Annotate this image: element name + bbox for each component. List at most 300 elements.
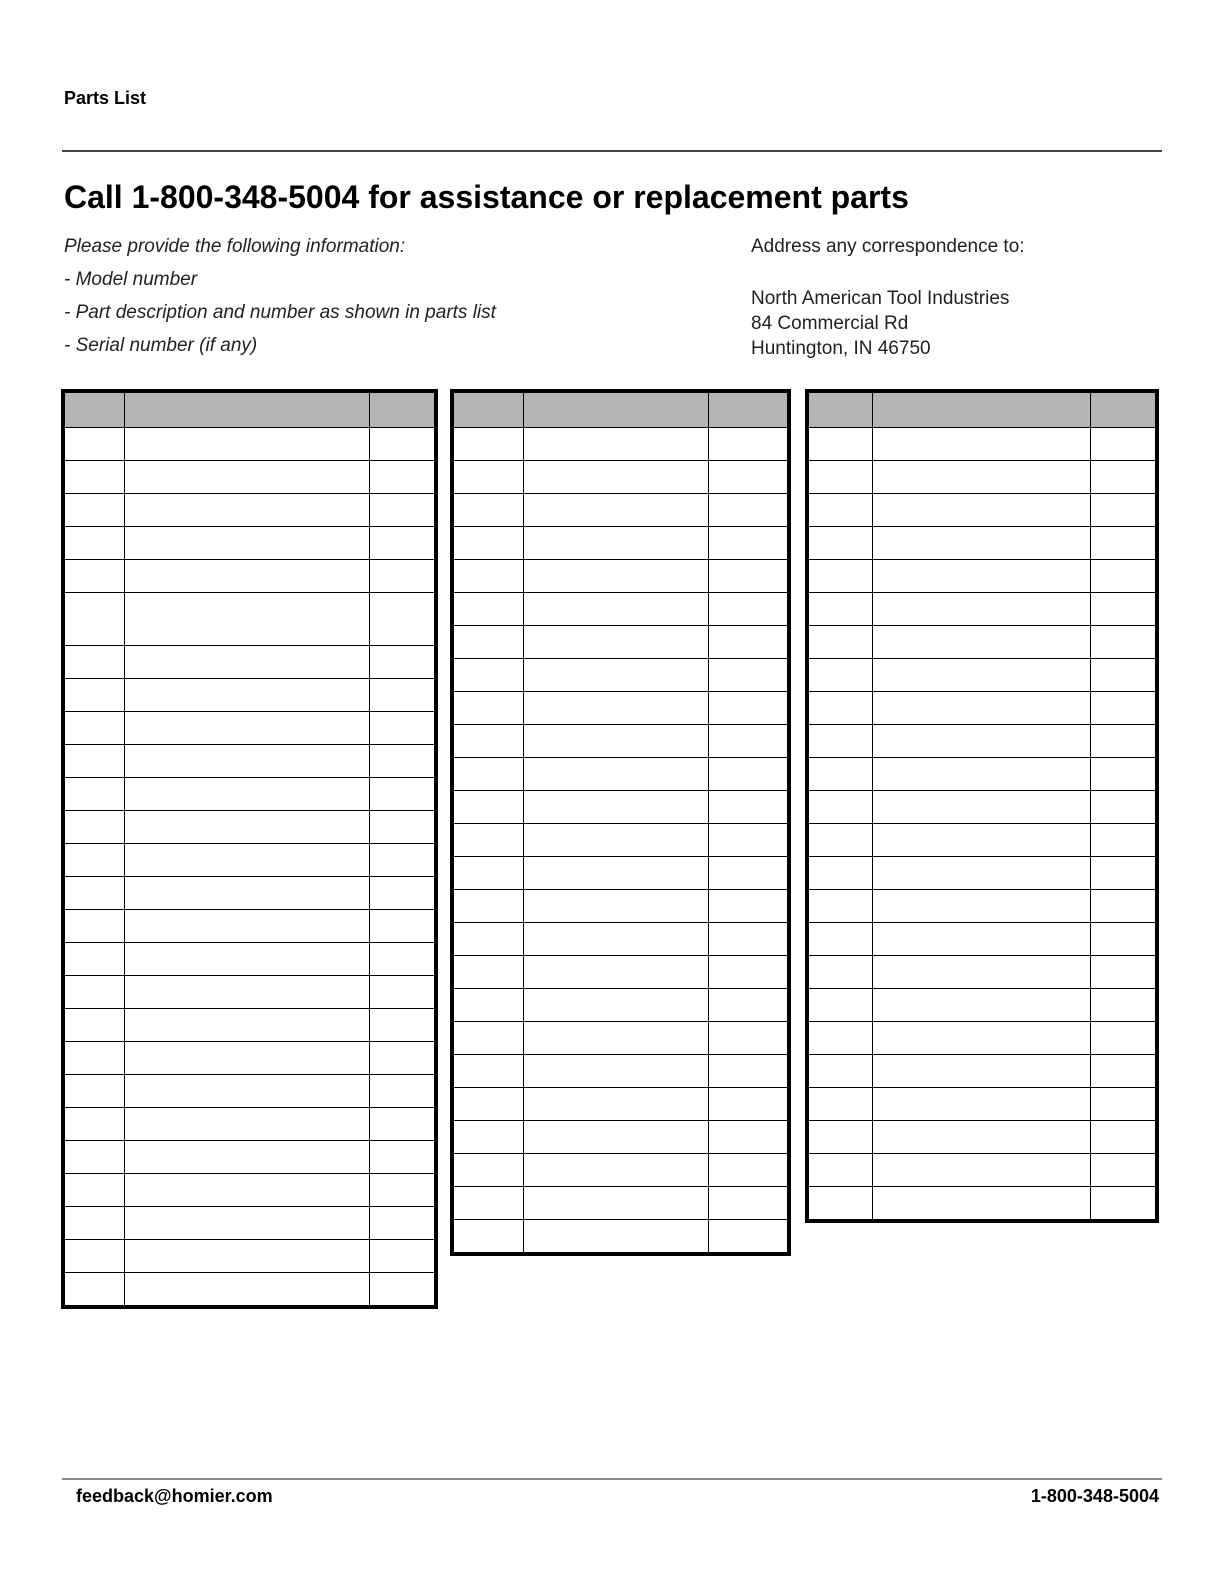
table-cell bbox=[523, 1088, 708, 1121]
table-cell bbox=[523, 824, 708, 857]
table-cell bbox=[523, 989, 708, 1022]
table-cell bbox=[523, 626, 708, 659]
table-cell bbox=[523, 560, 708, 593]
table-row bbox=[452, 1121, 789, 1154]
table-row bbox=[452, 890, 789, 923]
table-row bbox=[63, 1042, 436, 1075]
table-cell bbox=[807, 560, 872, 593]
table-cell bbox=[872, 989, 1090, 1022]
table-cell bbox=[452, 1121, 523, 1154]
table-row bbox=[63, 1207, 436, 1240]
table-row bbox=[63, 560, 436, 593]
address-block bbox=[751, 286, 1025, 361]
table-cell bbox=[872, 560, 1090, 593]
table-cell bbox=[872, 1088, 1090, 1121]
table-row bbox=[63, 877, 436, 910]
table-cell bbox=[124, 461, 369, 494]
table-cell bbox=[872, 725, 1090, 758]
table-row bbox=[807, 758, 1157, 791]
table-cell bbox=[708, 956, 789, 989]
header-cell bbox=[872, 391, 1090, 428]
table-cell bbox=[452, 989, 523, 1022]
table-header-row bbox=[452, 391, 789, 428]
table-row bbox=[63, 593, 436, 646]
table-row bbox=[807, 560, 1157, 593]
table-cell bbox=[708, 527, 789, 560]
table-cell bbox=[708, 428, 789, 461]
table-cell bbox=[1090, 923, 1157, 956]
table-cell bbox=[708, 692, 789, 725]
table-cell bbox=[872, 1121, 1090, 1154]
table-row bbox=[807, 824, 1157, 857]
table-row bbox=[807, 989, 1157, 1022]
table-row bbox=[452, 1022, 789, 1055]
table-cell bbox=[807, 956, 872, 989]
table-cell bbox=[63, 1174, 124, 1207]
table-cell bbox=[1090, 791, 1157, 824]
table-cell bbox=[124, 1273, 369, 1308]
table-cell bbox=[872, 890, 1090, 923]
table-cell bbox=[523, 461, 708, 494]
parts-table-1 bbox=[61, 389, 438, 1309]
table-row bbox=[452, 1154, 789, 1187]
table-cell bbox=[1090, 560, 1157, 593]
table-cell bbox=[708, 461, 789, 494]
table-cell bbox=[523, 758, 708, 791]
table-cell bbox=[63, 1009, 124, 1042]
table-cell bbox=[1090, 692, 1157, 725]
table-cell bbox=[872, 626, 1090, 659]
table-cell bbox=[872, 659, 1090, 692]
table-row bbox=[63, 811, 436, 844]
table-cell bbox=[369, 1240, 436, 1273]
page-header-label: Parts List bbox=[64, 88, 147, 108]
table-cell bbox=[63, 778, 124, 811]
table-cell bbox=[523, 923, 708, 956]
table-cell bbox=[124, 494, 369, 527]
table-cell bbox=[523, 428, 708, 461]
table-row bbox=[63, 494, 436, 527]
table-cell bbox=[452, 758, 523, 791]
table-row bbox=[807, 725, 1157, 758]
table-cell bbox=[452, 659, 523, 692]
table-row bbox=[452, 593, 789, 626]
table-cell bbox=[369, 976, 436, 1009]
table-cell bbox=[124, 1174, 369, 1207]
table-row bbox=[807, 857, 1157, 890]
table-cell bbox=[1090, 1187, 1157, 1222]
table-row bbox=[63, 1009, 436, 1042]
table-cell bbox=[708, 725, 789, 758]
table-cell bbox=[872, 1055, 1090, 1088]
table-cell bbox=[452, 791, 523, 824]
table-header-row bbox=[63, 391, 436, 428]
table-cell bbox=[369, 494, 436, 527]
table-row bbox=[452, 527, 789, 560]
table-row bbox=[807, 692, 1157, 725]
table-cell bbox=[807, 494, 872, 527]
table-cell bbox=[63, 811, 124, 844]
table-cell bbox=[807, 758, 872, 791]
table-cell bbox=[1090, 461, 1157, 494]
table-cell bbox=[369, 811, 436, 844]
table-row bbox=[807, 428, 1157, 461]
table-cell bbox=[63, 910, 124, 943]
table-cell bbox=[807, 428, 872, 461]
table-cell bbox=[708, 659, 789, 692]
table-row bbox=[452, 824, 789, 857]
table-cell bbox=[523, 659, 708, 692]
bottom-divider bbox=[62, 1478, 1162, 1480]
table-row bbox=[63, 1174, 436, 1207]
table-cell bbox=[1090, 494, 1157, 527]
table-cell bbox=[708, 560, 789, 593]
correspondence-address bbox=[751, 234, 1025, 361]
table-cell bbox=[807, 791, 872, 824]
table-row bbox=[63, 943, 436, 976]
table-cell bbox=[124, 712, 369, 745]
table-row bbox=[452, 725, 789, 758]
table-cell bbox=[452, 527, 523, 560]
table-cell bbox=[63, 428, 124, 461]
table-row bbox=[452, 626, 789, 659]
table-row bbox=[452, 659, 789, 692]
table-cell bbox=[452, 1154, 523, 1187]
table-cell bbox=[872, 1187, 1090, 1222]
table-row bbox=[63, 428, 436, 461]
table-cell bbox=[1090, 593, 1157, 626]
table-cell bbox=[369, 461, 436, 494]
table-cell bbox=[807, 1055, 872, 1088]
page-title: Call 1-800-348-5004 for assistance or replacement parts bbox=[64, 179, 909, 215]
info-line: - Serial number (if any) bbox=[64, 335, 258, 356]
table-cell bbox=[1090, 527, 1157, 560]
table-cell bbox=[807, 626, 872, 659]
table-cell bbox=[452, 692, 523, 725]
table-cell bbox=[523, 1121, 708, 1154]
table-cell bbox=[708, 626, 789, 659]
table-cell bbox=[708, 1220, 789, 1255]
table-row bbox=[807, 1121, 1157, 1154]
table-cell bbox=[63, 646, 124, 679]
table-cell bbox=[63, 593, 124, 646]
table-row bbox=[807, 1022, 1157, 1055]
table-cell bbox=[124, 877, 369, 910]
info-line: - Model number bbox=[64, 269, 198, 290]
table-cell bbox=[708, 758, 789, 791]
table-cell bbox=[807, 1022, 872, 1055]
table-cell bbox=[807, 824, 872, 857]
table-cell bbox=[369, 778, 436, 811]
table-header-row bbox=[807, 391, 1157, 428]
table-cell bbox=[523, 1055, 708, 1088]
table-cell bbox=[807, 857, 872, 890]
table-row bbox=[452, 956, 789, 989]
table-cell bbox=[124, 910, 369, 943]
table-cell bbox=[452, 494, 523, 527]
table-row bbox=[452, 1088, 789, 1121]
table-row bbox=[63, 646, 436, 679]
table-cell bbox=[63, 494, 124, 527]
table-cell bbox=[369, 712, 436, 745]
table-cell bbox=[523, 593, 708, 626]
table-row bbox=[63, 1273, 436, 1308]
table-row bbox=[807, 791, 1157, 824]
table-cell bbox=[452, 923, 523, 956]
table-cell bbox=[452, 593, 523, 626]
table-row bbox=[807, 527, 1157, 560]
table-cell bbox=[369, 593, 436, 646]
table-cell bbox=[63, 1108, 124, 1141]
table-cell bbox=[708, 1088, 789, 1121]
table-cell bbox=[1090, 659, 1157, 692]
header-cell bbox=[124, 391, 369, 428]
table-row bbox=[452, 494, 789, 527]
table-cell bbox=[452, 626, 523, 659]
table-cell bbox=[523, 890, 708, 923]
table-cell bbox=[807, 527, 872, 560]
table-row bbox=[63, 1075, 436, 1108]
table-row bbox=[63, 527, 436, 560]
table-row bbox=[807, 1187, 1157, 1222]
table-row bbox=[452, 428, 789, 461]
footer-phone: 1-800-348-5004 bbox=[1030, 1486, 1159, 1506]
table-cell bbox=[872, 1154, 1090, 1187]
table-row bbox=[807, 956, 1157, 989]
header-cell bbox=[63, 391, 124, 428]
table-cell bbox=[1090, 1055, 1157, 1088]
table-cell bbox=[124, 1042, 369, 1075]
table-cell bbox=[807, 461, 872, 494]
table-cell bbox=[369, 943, 436, 976]
table-cell bbox=[872, 461, 1090, 494]
table-row bbox=[63, 745, 436, 778]
header-cell bbox=[1090, 391, 1157, 428]
table-cell bbox=[1090, 758, 1157, 791]
table-cell bbox=[63, 712, 124, 745]
table-cell bbox=[369, 877, 436, 910]
header-cell bbox=[452, 391, 523, 428]
table-cell bbox=[807, 890, 872, 923]
table-cell bbox=[872, 428, 1090, 461]
table-row bbox=[452, 989, 789, 1022]
table-cell bbox=[63, 877, 124, 910]
table-cell bbox=[369, 1075, 436, 1108]
table-cell bbox=[369, 1009, 436, 1042]
table-cell bbox=[708, 1022, 789, 1055]
info-line: - Part description and number as shown in parts list bbox=[64, 302, 496, 323]
table-cell bbox=[872, 956, 1090, 989]
table-cell bbox=[452, 824, 523, 857]
table-cell bbox=[63, 560, 124, 593]
table-cell bbox=[124, 1207, 369, 1240]
table-cell bbox=[369, 1207, 436, 1240]
table-cell bbox=[369, 1273, 436, 1308]
table-cell bbox=[63, 976, 124, 1009]
header-cell bbox=[369, 391, 436, 428]
table-row bbox=[807, 1055, 1157, 1088]
table-cell bbox=[523, 857, 708, 890]
table-row bbox=[63, 976, 436, 1009]
table-cell bbox=[1090, 1022, 1157, 1055]
table-cell bbox=[369, 1174, 436, 1207]
table-cell bbox=[369, 1108, 436, 1141]
table-row bbox=[452, 1187, 789, 1220]
table-cell bbox=[1090, 857, 1157, 890]
table-cell bbox=[1090, 626, 1157, 659]
table-cell bbox=[523, 1187, 708, 1220]
table-cell bbox=[452, 560, 523, 593]
table-cell bbox=[452, 1187, 523, 1220]
table-row bbox=[452, 923, 789, 956]
table-cell bbox=[523, 1022, 708, 1055]
table-cell bbox=[369, 844, 436, 877]
table-cell bbox=[872, 791, 1090, 824]
table-cell bbox=[1090, 1121, 1157, 1154]
table-cell bbox=[1090, 725, 1157, 758]
table-cell bbox=[1090, 989, 1157, 1022]
table-cell bbox=[708, 923, 789, 956]
table-cell bbox=[708, 593, 789, 626]
table-cell bbox=[369, 1042, 436, 1075]
table-row bbox=[63, 1108, 436, 1141]
table-cell bbox=[872, 857, 1090, 890]
table-cell bbox=[369, 560, 436, 593]
table-cell bbox=[63, 1273, 124, 1308]
table-cell bbox=[708, 890, 789, 923]
table-row bbox=[63, 1240, 436, 1273]
parts-table-3 bbox=[805, 389, 1159, 1223]
table-cell bbox=[872, 494, 1090, 527]
table-cell bbox=[124, 1141, 369, 1174]
table-row bbox=[807, 593, 1157, 626]
table-cell bbox=[124, 646, 369, 679]
table-cell bbox=[1090, 1088, 1157, 1121]
table-cell bbox=[63, 1141, 124, 1174]
table-cell bbox=[369, 1141, 436, 1174]
table-cell bbox=[523, 527, 708, 560]
table-row bbox=[63, 910, 436, 943]
table-cell bbox=[523, 791, 708, 824]
table-cell bbox=[369, 679, 436, 712]
table-cell bbox=[708, 857, 789, 890]
table-row bbox=[807, 890, 1157, 923]
table-row bbox=[807, 923, 1157, 956]
table-row bbox=[63, 679, 436, 712]
table-row bbox=[63, 461, 436, 494]
table-cell bbox=[452, 890, 523, 923]
table-row bbox=[452, 1055, 789, 1088]
table-cell bbox=[872, 758, 1090, 791]
address-intro: Address any correspondence to: bbox=[751, 236, 1025, 257]
table-cell bbox=[872, 527, 1090, 560]
table-cell bbox=[63, 461, 124, 494]
table-cell bbox=[124, 527, 369, 560]
table-cell bbox=[124, 560, 369, 593]
table-cell bbox=[452, 956, 523, 989]
table-cell bbox=[872, 824, 1090, 857]
table-cell bbox=[369, 527, 436, 560]
table-cell bbox=[1090, 1154, 1157, 1187]
table-row bbox=[63, 1141, 436, 1174]
table-cell bbox=[1090, 428, 1157, 461]
table-cell bbox=[124, 976, 369, 1009]
table-cell bbox=[63, 1075, 124, 1108]
table-cell bbox=[708, 989, 789, 1022]
table-row bbox=[807, 494, 1157, 527]
table-cell bbox=[63, 1240, 124, 1273]
table-cell bbox=[124, 943, 369, 976]
table-cell bbox=[807, 989, 872, 1022]
table-cell bbox=[807, 1154, 872, 1187]
table-cell bbox=[452, 857, 523, 890]
table-row bbox=[807, 1088, 1157, 1121]
table-cell bbox=[124, 428, 369, 461]
table-cell bbox=[1090, 956, 1157, 989]
table-cell bbox=[124, 844, 369, 877]
table-cell bbox=[708, 1187, 789, 1220]
table-cell bbox=[124, 745, 369, 778]
table-cell bbox=[452, 1220, 523, 1255]
header-cell bbox=[708, 391, 789, 428]
table-row bbox=[452, 791, 789, 824]
table-cell bbox=[452, 1088, 523, 1121]
table-row bbox=[807, 1154, 1157, 1187]
table-cell bbox=[807, 1121, 872, 1154]
table-cell bbox=[872, 692, 1090, 725]
table-cell bbox=[708, 824, 789, 857]
table-cell bbox=[1090, 890, 1157, 923]
table-cell bbox=[369, 745, 436, 778]
table-row bbox=[807, 659, 1157, 692]
table-cell bbox=[523, 692, 708, 725]
table-cell bbox=[124, 811, 369, 844]
table-cell bbox=[452, 428, 523, 461]
table-cell bbox=[124, 593, 369, 646]
table-cell bbox=[523, 956, 708, 989]
table-cell bbox=[807, 1088, 872, 1121]
table-cell bbox=[63, 943, 124, 976]
header-cell bbox=[523, 391, 708, 428]
table-cell bbox=[708, 1055, 789, 1088]
table-row bbox=[63, 712, 436, 745]
table-cell bbox=[807, 725, 872, 758]
table-cell bbox=[872, 593, 1090, 626]
table-cell bbox=[807, 923, 872, 956]
table-cell bbox=[63, 679, 124, 712]
table-cell bbox=[807, 593, 872, 626]
table-row bbox=[452, 560, 789, 593]
table-cell bbox=[63, 527, 124, 560]
info-instructions bbox=[64, 234, 496, 366]
table-cell bbox=[124, 1240, 369, 1273]
table-row bbox=[807, 461, 1157, 494]
table-cell bbox=[63, 745, 124, 778]
table-cell bbox=[63, 844, 124, 877]
table-cell bbox=[369, 428, 436, 461]
table-row bbox=[807, 626, 1157, 659]
table-cell bbox=[708, 494, 789, 527]
table-cell bbox=[63, 1042, 124, 1075]
address-line: Huntington, IN 46750 bbox=[751, 338, 931, 359]
table-cell bbox=[124, 1075, 369, 1108]
table-cell bbox=[872, 1022, 1090, 1055]
table-cell bbox=[124, 679, 369, 712]
footer-email: feedback@homier.com bbox=[76, 1486, 273, 1506]
table-cell bbox=[523, 725, 708, 758]
table-cell bbox=[369, 646, 436, 679]
table-cell bbox=[452, 1022, 523, 1055]
